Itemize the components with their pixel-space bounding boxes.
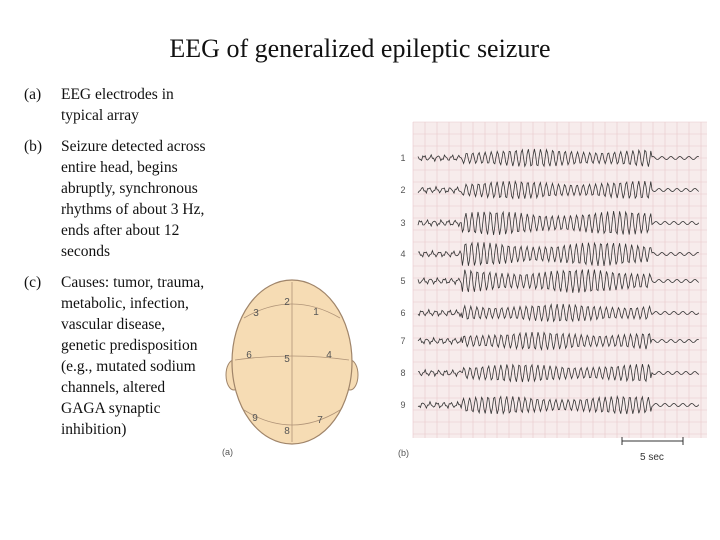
electrode-label: 7: [317, 415, 323, 426]
channel-label: 5: [400, 276, 406, 286]
electrode-label: 4: [326, 350, 332, 361]
bullet-label: (a): [24, 86, 42, 103]
channel-label: 7: [400, 336, 406, 346]
channel-label: 4: [400, 249, 406, 259]
time-scale-bar: [622, 437, 683, 463]
bullet-label: (c): [24, 274, 42, 291]
electrode-label: 6: [246, 350, 252, 361]
channel-label: 1: [400, 153, 406, 163]
electrode-label: 8: [284, 426, 290, 437]
channel-label: 2: [400, 185, 406, 195]
electrode-label: 5: [284, 354, 290, 365]
head-diagram: [226, 280, 358, 444]
channel-label: 8: [400, 368, 406, 378]
electrode-label: 2: [284, 297, 290, 308]
channel-label: 6: [400, 308, 406, 318]
electrode-label: 1: [313, 307, 319, 318]
bullet-text: Causes: tumor, trauma, metabolic, infection, vascular disease, genetic predisposition (e.g., mutated sodium channels, altered GAGA synaptic inhibition): [61, 274, 205, 438]
electrode-label: 9: [252, 413, 258, 424]
slide-title: EEG of generalized epileptic seizure: [169, 34, 551, 63]
bullet-text: Seizure detected across entire head, begins abruptly, synchronous rhythms of about 3 Hz, ends after about 12 seconds: [61, 138, 206, 260]
scale-label: 5 sec: [640, 452, 664, 463]
electrode-label: 3: [253, 308, 259, 319]
channel-label: 3: [400, 218, 406, 228]
bullet-label: (b): [24, 138, 43, 155]
channel-label: 9: [400, 400, 406, 410]
panel-b-label: (b): [398, 448, 409, 458]
bullet-text: EEG electrodes in typical array: [61, 86, 174, 124]
panel-a-label: (a): [222, 447, 233, 457]
